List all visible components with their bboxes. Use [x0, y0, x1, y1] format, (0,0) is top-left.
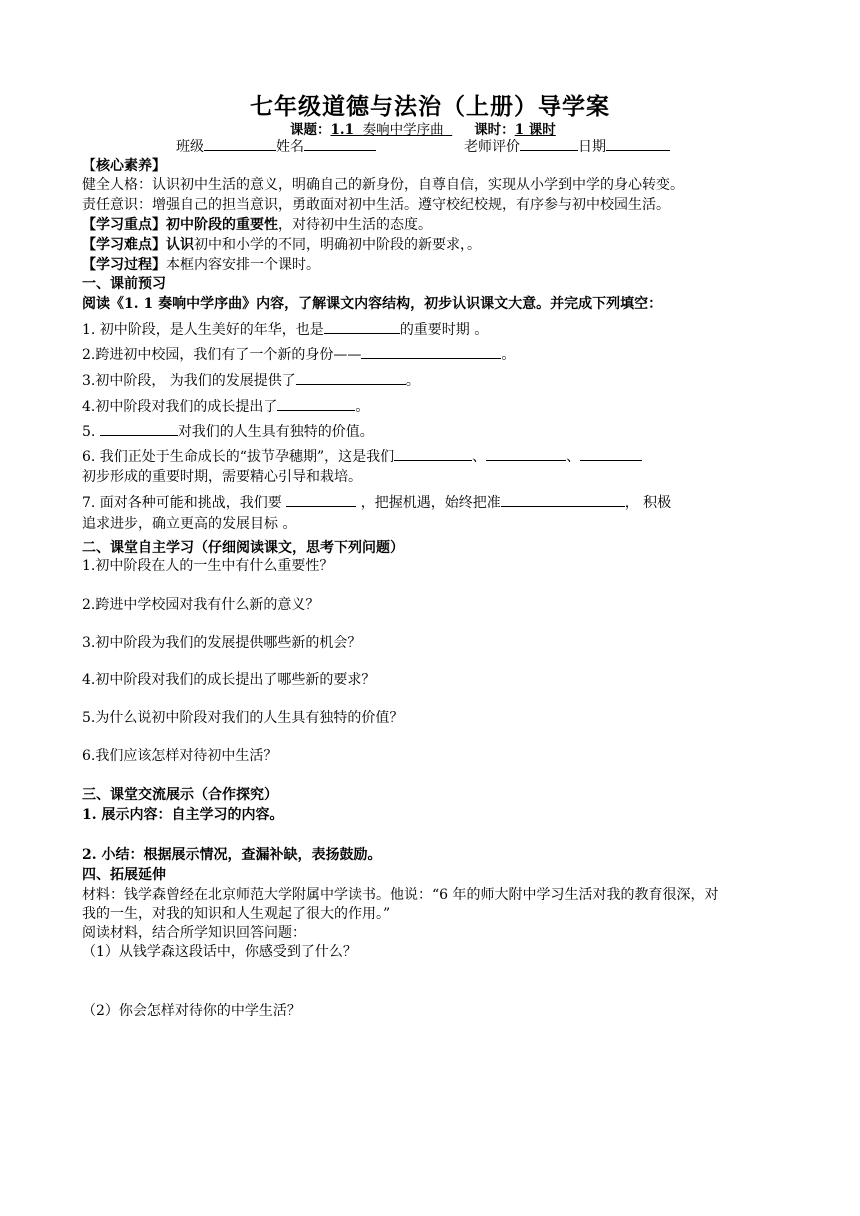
date-label: 日期: [578, 139, 606, 155]
blank-5[interactable]: [100, 421, 178, 436]
topic-name: 奏响中学序曲: [362, 122, 444, 138]
fill-question-6: 6. 我们正处于生命成长的“拔节孕穗期”，这是我们 、 、: [82, 446, 642, 466]
self-study-question-6: 6.我们应该怎样对待初中生活？: [82, 748, 278, 764]
fill-question-7-cont: 追求进步，确立更高的发展目标 。: [82, 516, 297, 532]
student-info-row: [176, 136, 670, 156]
section-heading-preview: 一、课前预习: [82, 276, 166, 292]
blank-6c[interactable]: [580, 446, 642, 461]
name-label: 姓名: [276, 139, 304, 155]
preview-instruction: 阅读《1. 1 奏响中学序曲》内容，了解课文内容结构，初步认识课文大意。并完成下列填空：: [82, 296, 663, 312]
fill-question-4: 4.初中阶段对我们的成长提出了 。: [82, 396, 369, 416]
blank-4[interactable]: [277, 396, 355, 411]
self-study-question-3: 3.初中阶段为我们的发展提供哪些新的机会？: [82, 635, 362, 651]
fill-question-3: 3.初中阶段， 为我们的发展提供了 。: [82, 370, 420, 390]
fill-question-2: 2.跨进初中校园，我们有了一个新的身份—— 。: [82, 344, 515, 364]
study-difficulty: 【学习难点】认识初中和小学的不同，明确初中阶段的新要求，。: [82, 237, 481, 253]
self-study-question-1: 1.初中阶段在人的一生中有什么重要性？: [82, 558, 334, 574]
extend-question-2: （2）你会怎样对待你的中学生活？: [82, 1003, 301, 1019]
teacher-eval-label: 老师评价: [464, 139, 520, 155]
class-label: 班级: [176, 139, 204, 155]
material-line-1: 材料：钱学森曾经在北京师范大学附属中学读书。他说：“6 年的师大附中学习生活对我的教育很深，对: [82, 887, 719, 903]
material-line-2: 我的一生，对我的知识和人生观起了很大的作用。”: [82, 906, 391, 922]
self-study-question-5: 5.为什么说初中阶段对我们的人生具有独特的价值？: [82, 710, 404, 726]
fill-question-7: 7. 面对各种可能和挑战，我们要 ，把握机遇，始终把准 ， 积极: [82, 492, 671, 512]
page-title: 七年级道德与法治（上册）导学案: [250, 93, 610, 120]
class-field[interactable]: [204, 136, 276, 151]
period-value: 1 课时: [514, 122, 556, 138]
name-field[interactable]: [304, 136, 376, 151]
self-study-question-4: 4.初中阶段对我们的成长提出了哪些新的要求？: [82, 672, 376, 688]
blank-7a[interactable]: [286, 492, 356, 507]
core-heading: 【核心素养】: [82, 158, 166, 174]
section-heading-extend: 四、拓展延伸: [82, 867, 166, 883]
study-process: 【学习过程】本框内容安排一个课时。: [82, 257, 320, 273]
fill-question-1: 1. 初中阶段，是人生美好的年华，也是 的重要时期 。: [82, 319, 488, 339]
blank-3[interactable]: [296, 370, 406, 385]
period-label: 课时：: [474, 122, 515, 138]
blank-1[interactable]: [324, 319, 400, 334]
extend-prompt: 阅读材料，结合所学知识回答问题：: [82, 925, 306, 941]
self-study-question-2: 2.跨进中学校园对我有什么新的意义？: [82, 597, 320, 613]
blank-6a[interactable]: [394, 446, 472, 461]
topic-label: 课题：: [290, 122, 331, 138]
exchange-item-1: 1. 展示内容：自主学习的内容。: [82, 807, 284, 823]
topic-row: [290, 118, 556, 138]
fill-question-5: 5. 对我们的人生具有独特的价值。: [82, 421, 374, 441]
teacher-eval-field[interactable]: [520, 136, 578, 151]
blank-2[interactable]: [361, 344, 501, 359]
core-line-1: 健全人格：认识初中生活的意义，明确自己的新身份，自尊自信，实现从小学到中学的身心转变。: [82, 177, 684, 193]
core-line-2: 责任意识：增强自己的担当意识，勇敢面对初中生活。遵守校纪校规，有序参与初中校园生活。: [82, 197, 670, 213]
exchange-item-2: 2. 小结：根据展示情况，查漏补缺，表扬鼓励。: [82, 847, 382, 863]
fill-question-6-cont: 初步形成的重要时期，需要精心引导和栽培。: [82, 469, 362, 485]
extend-question-1: （1）从钱学森这段话中，你感受到了什么？: [82, 944, 357, 960]
blank-6b[interactable]: [486, 446, 566, 461]
section-heading-self-study: 二、课堂自主学习（仔细阅读课文，思考下列问题）: [82, 540, 404, 556]
section-heading-exchange: 三、课堂交流展示（合作探究）: [82, 787, 278, 803]
blank-7b[interactable]: [501, 492, 625, 507]
date-field[interactable]: [606, 136, 670, 151]
study-focus: 【学习重点】初中阶段的重要性，对待初中生活的态度。: [82, 217, 432, 233]
topic-number: 1.1: [330, 122, 354, 138]
